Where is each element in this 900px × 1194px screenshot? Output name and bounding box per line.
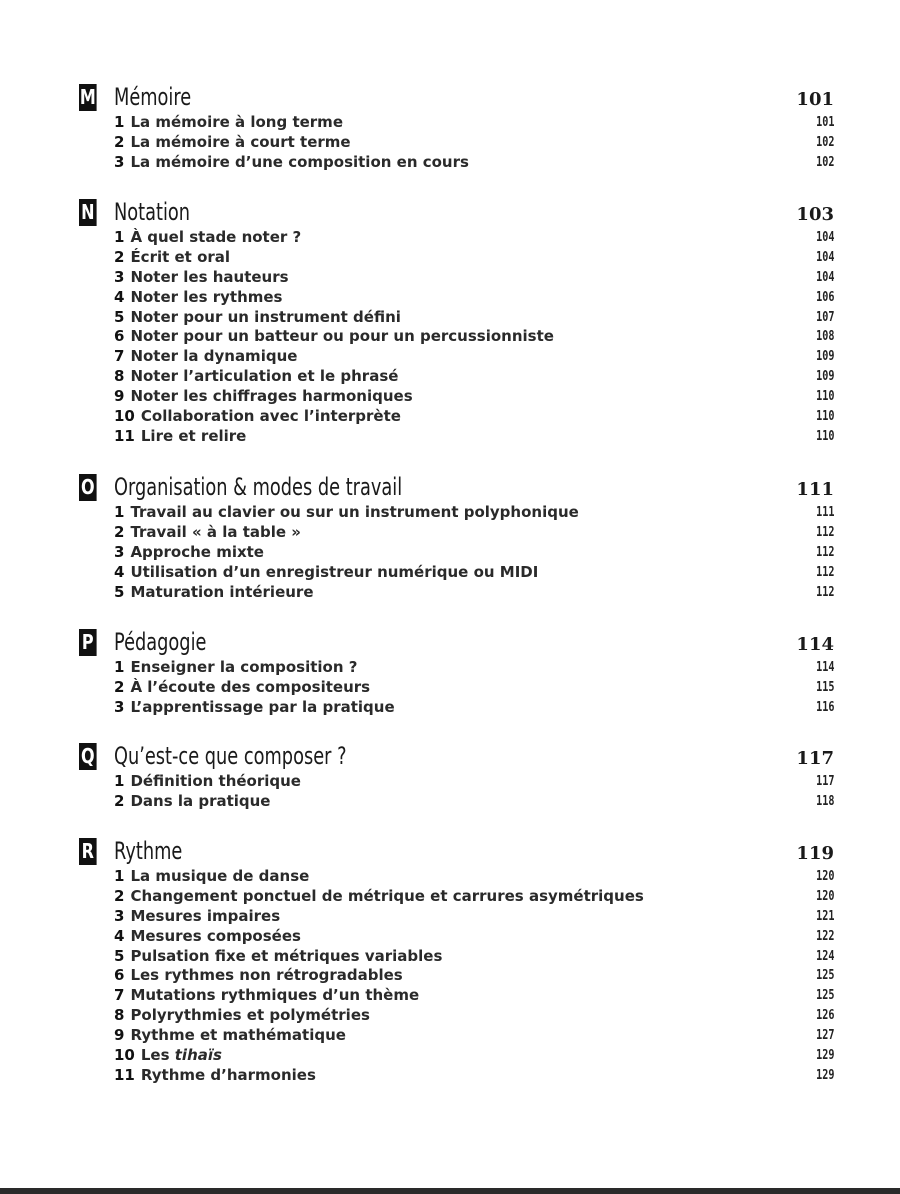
- entry-title: Mutations rythmiques d’un thème: [130, 986, 420, 1005]
- toc-entry: [0, 248, 900, 268]
- entry-page-number: 120: [815, 869, 834, 884]
- entry-page-number: 112: [815, 524, 834, 540]
- entry-title: Pulsation fixe et métriques variables: [130, 946, 443, 965]
- entry-number: 2: [114, 886, 125, 905]
- entry-page-number: 114: [815, 660, 834, 675]
- entry-page-number: 121: [815, 908, 834, 924]
- section-letter: N: [79, 199, 97, 226]
- toc-entry: [0, 228, 900, 248]
- section-letter: M: [79, 85, 96, 109]
- entry-number: 4: [114, 926, 125, 945]
- entry-title: La musique de danse: [130, 867, 310, 885]
- toc-entry: [0, 698, 900, 718]
- entry-number: 10: [114, 1046, 135, 1065]
- entry-page-number: 109: [815, 349, 834, 365]
- entry-page-number: 117: [815, 774, 834, 789]
- entry-page-number: 112: [815, 584, 834, 600]
- section-header: [0, 629, 900, 661]
- entry-number: 1: [114, 867, 125, 885]
- entry-page-number: 104: [815, 230, 834, 245]
- toc-entry: [0, 1046, 900, 1066]
- entry-list: [0, 503, 900, 602]
- section-header: [0, 743, 900, 775]
- toc-entry: [0, 1066, 900, 1086]
- section-title: Rythme: [114, 837, 183, 865]
- entry-title: Utilisation d’un enregistreur numérique ou MIDI: [130, 562, 539, 581]
- entry-page-number: 112: [815, 544, 834, 560]
- entry-title: Noter les rythmes: [130, 287, 283, 306]
- section-letter: P: [79, 629, 97, 656]
- entry-number: 3: [114, 542, 125, 561]
- entry-title: Noter les hauteurs: [130, 267, 289, 286]
- entry-number: 1: [114, 113, 125, 131]
- entry-list: [0, 228, 900, 447]
- entry-title: Les: [140, 1046, 175, 1065]
- entry-title-italic: tihaïs: [174, 1046, 222, 1065]
- section-page-number: 117: [796, 748, 834, 769]
- section-title: Organisation & modes de travail: [114, 473, 403, 501]
- entry-page-number: 102: [815, 154, 834, 170]
- entry-title: Dans la pratique: [130, 791, 271, 810]
- entry-title: Travail au clavier ou sur un instrument polyphonique: [130, 503, 579, 521]
- entry-number: 8: [114, 1006, 125, 1025]
- entry-number: 3: [114, 152, 125, 171]
- section-title: Pédagogie: [114, 628, 207, 656]
- entry-title: La mémoire d’une composition en cours: [130, 152, 469, 171]
- entry-number: 2: [114, 132, 125, 151]
- entry-page-number: 127: [815, 1028, 834, 1044]
- entry-title: Rythme d’harmonies: [140, 1065, 316, 1084]
- entry-page-number: 126: [815, 1008, 834, 1024]
- entry-number: 7: [114, 986, 125, 1005]
- toc-entry: [0, 867, 900, 887]
- toc-entry: [0, 367, 900, 387]
- toc-entry: [0, 308, 900, 328]
- entry-title: Maturation intérieure: [130, 582, 314, 601]
- entry-number: 5: [114, 307, 125, 326]
- entry-page-number: 111: [815, 505, 834, 520]
- entry-title: À l’écoute des compositeurs: [130, 677, 371, 696]
- toc-entry: [0, 583, 900, 603]
- entry-number: 3: [114, 267, 125, 286]
- toc-entry: [0, 563, 900, 583]
- entry-title: Approche mixte: [130, 542, 264, 561]
- entry-number: 1: [114, 228, 125, 246]
- toc-entry: [0, 288, 900, 308]
- entry-page-number: 124: [815, 948, 834, 964]
- entry-number: 5: [114, 582, 125, 601]
- section-page-number: 114: [796, 634, 834, 655]
- entry-page-number: 110: [815, 409, 834, 425]
- toc-entry: [0, 407, 900, 427]
- toc-entry: [0, 966, 900, 986]
- entry-list: [0, 113, 900, 173]
- entry-page-number: 125: [815, 968, 834, 984]
- entry-number: 4: [114, 287, 125, 306]
- toc-entry: [0, 427, 900, 447]
- entry-list: [0, 867, 900, 1086]
- entry-title: Travail « à la table »: [130, 522, 301, 541]
- entry-number: 9: [114, 387, 125, 406]
- toc-entry: [0, 887, 900, 907]
- section-page-number: 103: [796, 204, 834, 225]
- entry-number: 9: [114, 1026, 125, 1045]
- entry-title: La mémoire à long terme: [130, 113, 343, 131]
- entry-page-number: 120: [815, 888, 834, 904]
- toc-entry: [0, 347, 900, 367]
- entry-number: 10: [114, 407, 135, 426]
- entry-number: 6: [114, 966, 125, 985]
- entry-number: 8: [114, 367, 125, 386]
- toc-entry: [0, 327, 900, 347]
- entry-title: Polyrythmies et polymétries: [130, 1006, 370, 1025]
- toc-entry: [0, 907, 900, 927]
- section-page-number: 119: [796, 843, 834, 864]
- entry-page-number: 129: [815, 1067, 834, 1083]
- entry-page-number: 104: [815, 269, 834, 285]
- toc-entry: [0, 947, 900, 967]
- section-page-number: 101: [796, 89, 834, 110]
- section-letter: O: [80, 475, 95, 499]
- entry-number: 1: [114, 772, 125, 790]
- toc-entry: [0, 1006, 900, 1026]
- toc-entry: [0, 153, 900, 173]
- entry-number: 4: [114, 562, 125, 581]
- entry-title: Collaboration avec l’interprète: [140, 407, 401, 426]
- entry-title: Changement ponctuel de métrique et carrures asymétriques: [130, 886, 644, 905]
- entry-title: Noter la dynamique: [130, 347, 298, 366]
- toc-entry: [0, 1026, 900, 1046]
- toc-entry: [0, 678, 900, 698]
- entry-page-number: 115: [815, 679, 834, 695]
- entry-number: 11: [114, 1065, 135, 1084]
- toc-entry: [0, 927, 900, 947]
- section-header: [0, 474, 900, 506]
- entry-title: La mémoire à court terme: [130, 132, 351, 151]
- entry-number: 2: [114, 247, 125, 266]
- toc-entry: [0, 523, 900, 543]
- entry-title: Écrit et oral: [130, 247, 231, 266]
- entry-number: 3: [114, 697, 125, 716]
- entry-page-number: 110: [815, 389, 834, 405]
- entry-page-number: 107: [815, 309, 834, 325]
- section-header: [0, 838, 900, 870]
- entry-number: 3: [114, 906, 125, 925]
- entry-title: Noter les chiffrages harmoniques: [130, 387, 413, 406]
- toc-entry: [0, 387, 900, 407]
- section-title: Mémoire: [114, 83, 192, 111]
- entry-title: Mesures composées: [130, 926, 301, 945]
- entry-number: 6: [114, 327, 125, 346]
- entry-title: Noter l’articulation et le phrasé: [130, 367, 399, 386]
- entry-number: 2: [114, 677, 125, 696]
- section-page-number: 111: [796, 479, 834, 500]
- entry-number: 2: [114, 791, 125, 810]
- entry-title: Noter pour un batteur ou pour un percussionniste: [130, 327, 554, 346]
- toc-entry: [0, 772, 900, 792]
- entry-number: 5: [114, 946, 125, 965]
- entry-list: [0, 658, 900, 718]
- entry-page-number: 101: [815, 115, 834, 130]
- entry-title: Les rythmes non rétrogradables: [130, 966, 403, 985]
- section-title: Qu’est-ce que composer ?: [114, 742, 347, 770]
- entry-page-number: 104: [815, 249, 834, 265]
- entry-page-number: 102: [815, 134, 834, 150]
- entry-title: Noter pour un instrument défini: [130, 307, 401, 326]
- section-header: [0, 84, 900, 116]
- entry-title: Enseigner la composition ?: [130, 658, 358, 676]
- entry-page-number: 106: [815, 289, 834, 305]
- entry-title: Mesures impaires: [130, 906, 281, 925]
- entry-page-number: 122: [815, 928, 834, 944]
- section-title: Notation: [114, 198, 191, 226]
- entry-page-number: 116: [815, 699, 834, 715]
- entry-page-number: 125: [815, 988, 834, 1004]
- entry-page-number: 108: [815, 329, 834, 345]
- section-letter: Q: [80, 744, 95, 768]
- entry-number: 1: [114, 658, 125, 676]
- entry-list: [0, 772, 900, 812]
- entry-number: 1: [114, 503, 125, 521]
- page-bottom-rule: [0, 1188, 900, 1194]
- toc-entry: [0, 133, 900, 153]
- entry-page-number: 110: [815, 428, 834, 444]
- entry-number: 2: [114, 522, 125, 541]
- toc-entry: [0, 543, 900, 563]
- section-letter: R: [79, 838, 97, 865]
- entry-number: 11: [114, 426, 135, 445]
- entry-page-number: 112: [815, 564, 834, 580]
- entry-number: 7: [114, 347, 125, 366]
- entry-page-number: 118: [815, 793, 834, 809]
- entry-title: À quel stade noter ?: [130, 228, 302, 246]
- entry-title: Définition théorique: [130, 772, 301, 790]
- toc-entry: [0, 503, 900, 523]
- toc-entry: [0, 658, 900, 678]
- toc-entry: [0, 792, 900, 812]
- section-header: [0, 199, 900, 231]
- entry-title: Lire et relire: [140, 426, 247, 445]
- entry-page-number: 129: [815, 1048, 834, 1064]
- toc-entry: [0, 986, 900, 1006]
- toc-entry: [0, 113, 900, 133]
- entry-title: L’apprentissage par la pratique: [130, 697, 395, 716]
- toc-entry: [0, 268, 900, 288]
- entry-page-number: 109: [815, 369, 834, 385]
- entry-title: Rythme et mathématique: [130, 1026, 346, 1045]
